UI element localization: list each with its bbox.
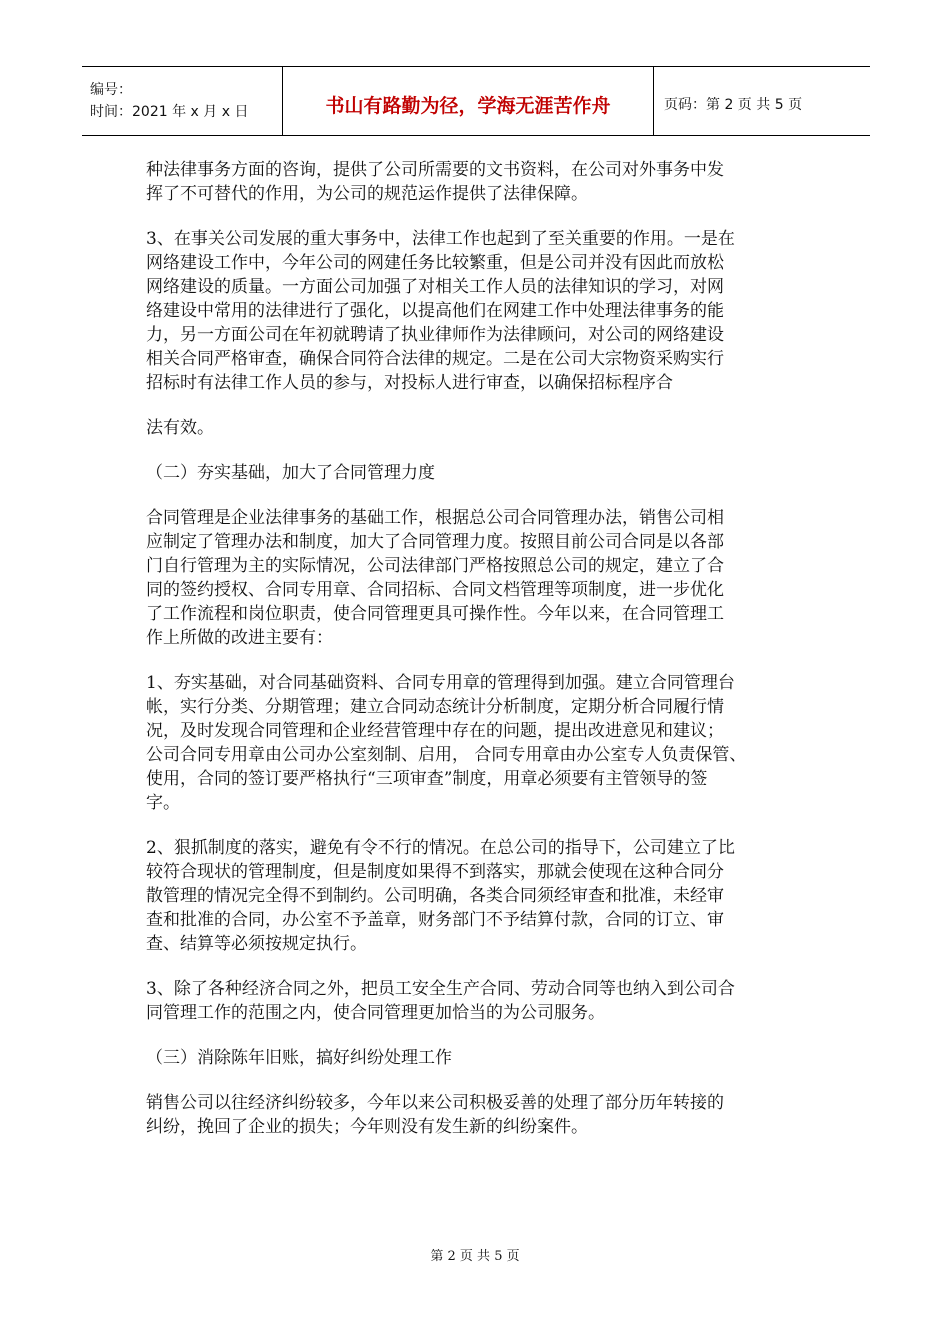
date-label: 时间：2021 年 x 月 x 日 bbox=[90, 104, 249, 120]
paragraph: 合同管理是企业法律事务的基础工作，根据总公司合同管理办法，销售公司相 应制定了管理办法和制度，加大了合同管理力度。按照目前公司合同是以各部 门自行管理为主的实际情况，公司法律部门严格按照总公司的规定，建立了合 同的签约授权、合同专用章、合同招标、合同文档管理等项制度，进一步优化 了工作流程和岗位职责，使合同管理更具可操作性。今年以来，在合同管理工 作上所做的改进主要有： bbox=[146, 508, 724, 648]
document-header bbox=[82, 66, 870, 136]
paragraph: 种法律事务方面的咨询，提供了公司所需要的文书资料，在公司对外事务中发 挥了不可替代的作用，为公司的规范运作提供了法律保障。 bbox=[146, 160, 724, 204]
header-meta bbox=[82, 67, 282, 135]
document-body bbox=[146, 158, 826, 1160]
paragraph: 3、除了各种经济合同之外，把员工安全生产合同、劳动合同等也纳入到公司合 同管理工作的范围之内，使合同管理更加恰当的为公司服务。 bbox=[146, 979, 735, 1023]
serial-number-label: 编号： bbox=[90, 82, 132, 98]
section-heading: （二）夯实基础，加大了合同管理力度 bbox=[146, 463, 435, 483]
section-heading: （三）消除陈年旧账，搞好纠纷处理工作 bbox=[146, 1048, 452, 1068]
paragraph: 法有效。 bbox=[146, 418, 214, 438]
paragraph: 2、狠抓制度的落实，避免有令不行的情况。在总公司的指导下，公司建立了比 较符合现状的管理制度，但是制度如果得不到落实，那就会使现在这种合同分 散管理的情况完全得不到制约。公司明确，各类合同须经审查和批准，未经审 查和批准的合同，办公室不予盖章，财务部门不予结算付款，合同的订立、审 查、结算等必须按规定执行。 bbox=[146, 838, 735, 954]
paragraph: 销售公司以往经济纠纷较多，今年以来公司积极妥善的处理了部分历年转接的 纠纷，挽回了企业的损失；今年则没有发生新的纠纷案件。 bbox=[146, 1093, 724, 1137]
paragraph: 3、在事关公司发展的重大事务中，法律工作也起到了至关重要的作用。一是在 网络建设工作中，今年公司的网建任务比较繁重，但是公司并没有因此而放松 网络建设的质量。一方面公司加强了对相关工作人员的法律知识的学习，对网 络建设中常用的法律进行了强化，以提高他们在网建工作中处理法律事务的能 力，另一方面公司在年初就聘请了执业律师作为法律顾问，对公司的网络建设 相关合同严格审查，确保合同符合法律的规定。二是在公司大宗物资采购实行 招标时有法律工作人员的参与，对投标人进行审查，以确保招标程序合 bbox=[146, 229, 735, 393]
header-page-number: 页码：第 2 页 共 5 页 bbox=[664, 97, 803, 113]
paragraph: 1、夯实基础，对合同基础资料、合同专用章的管理得到加强。建立合同管理台 帐，实行分类、分期管理；建立合同动态统计分析制度，定期分析合同履行情 况，及时发现合同管理和企业经营管理中存在的问题，提出改进意见和建议； 公司合同专用章由公司办公室刻制、启用， 合同专用章由办公室专人负责保管、 使用，合同的签订要严格执行“三项审查”制度，用章必须要有主管领导的签 字。 bbox=[146, 673, 747, 813]
page-footer: 第 2 页 共 5 页 bbox=[430, 1249, 520, 1264]
header-motto: 书山有路勤为径，学海无涯苦作舟 bbox=[282, 67, 654, 135]
